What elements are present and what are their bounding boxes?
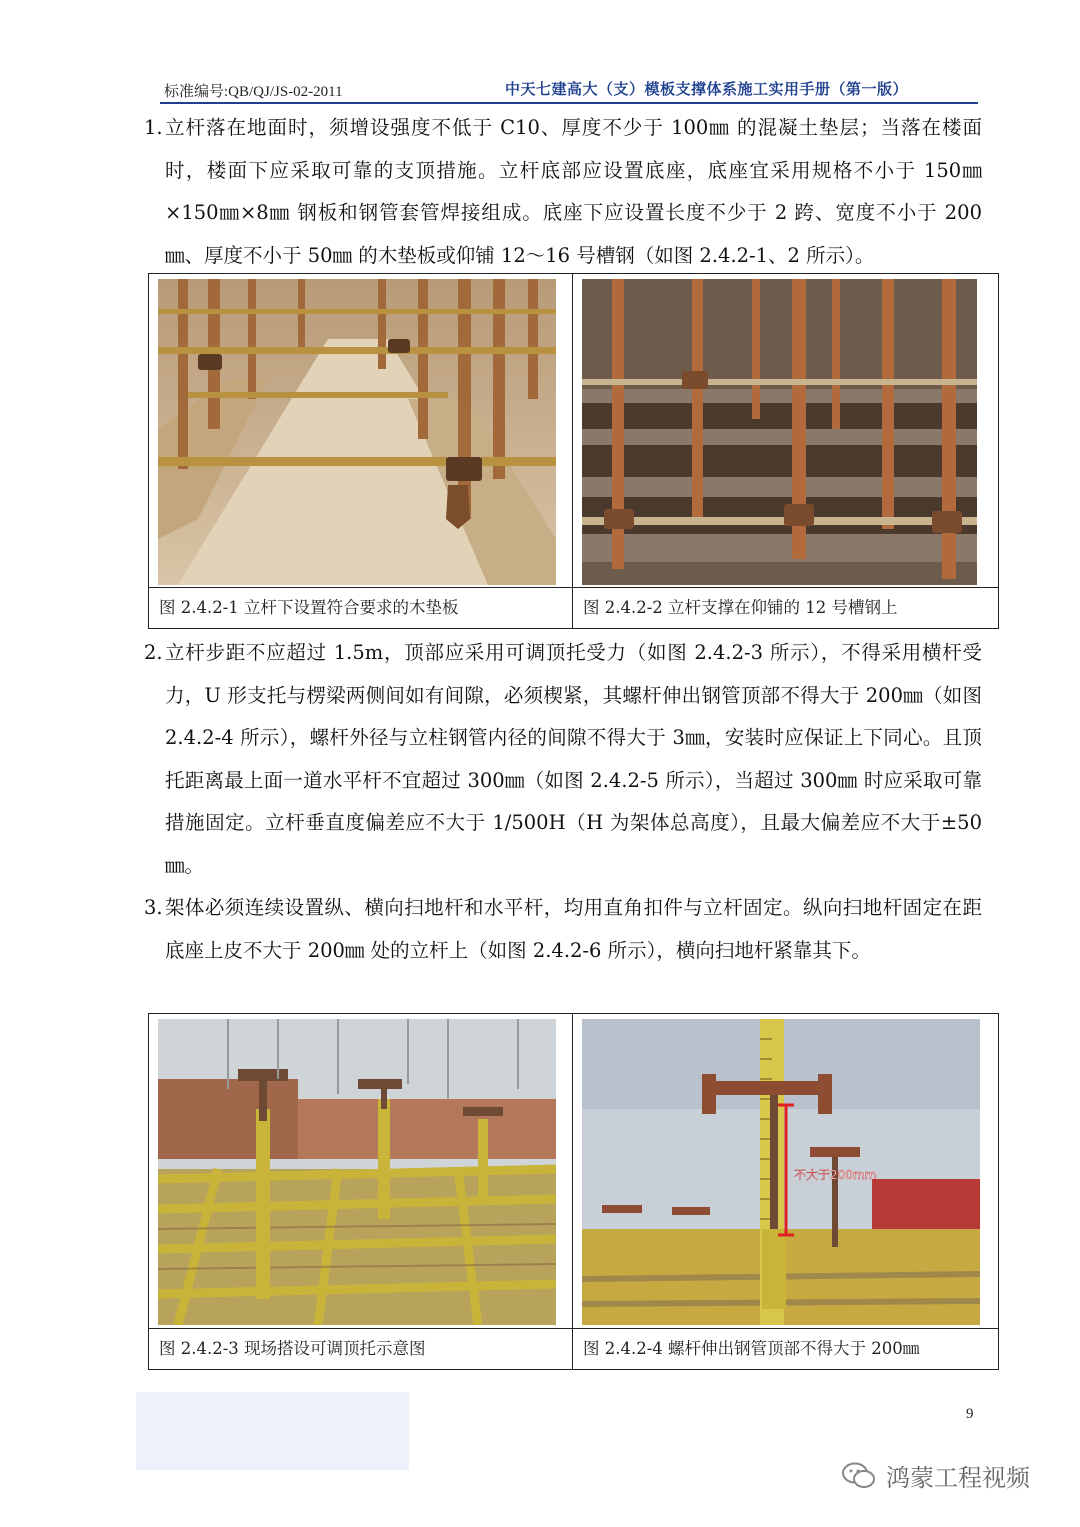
figure-caption: 图 2.4.2-3 现场搭设可调顶托示意图 [149,1329,573,1370]
figure-caption: 图 2.4.2-4 螺杆伸出钢管顶部不得大于 200㎜ [573,1329,999,1370]
paragraph-number: 2. [144,641,163,664]
dimension-annotation: 不大于200mm [794,1168,877,1182]
paragraph-text: 架体必须连续设置纵、横向扫地杆和水平杆，均用直角扣件与立杆固定。纵向扫地杆固定在距底座上皮不大于 200㎜ 处的立杆上（如图 2.4.2-6 所示），横向扫地杆紧靠其下。 [165,896,982,962]
paragraph-text: 立杆步距不应超过 1.5m，顶部应采用可调顶托受力（如图 2.4.2-3 所示），不得采用横杆受力，U 形支托与楞梁两侧间如有间隙，必须楔紧，其螺杆伸出钢管顶部不得大于 200㎜（如图 2.4.2-4 所示），螺杆外径与立柱钢管内径的间隙不得大于 3㎜，安装时应保证上下同心。且顶托距离最上面一道水平杆不宜超过 300㎜（如图 2.4.2-5 所示），当超过 300㎜ 时应采取可靠措施固定。立杆垂直度偏差应不大于 1/500H（H 为架体总高度），且最大偏差应不大于±50㎜。 [165,641,982,877]
paragraph-1 [144,107,982,277]
figure-table-2 [148,1013,999,1370]
paragraph-number: 3. [144,896,163,919]
photo-wood-pad [158,279,556,585]
photo-adjustable-jack [158,1019,556,1325]
watermark-text: 鸿蒙工程视频 [886,1464,1030,1492]
figure-caption: 图 2.4.2-1 立杆下设置符合要求的木垫板 [149,588,573,629]
photo-screw-200mm [582,1019,980,1325]
paragraph-text: 立杆落在地面时，须增设强度不低于 C10、厚度不少于 100㎜ 的混凝土垫层；当落在楼面时，楼面下应采取可靠的支顶措施。立杆底部应设置底座，底座宜采用规格不小于 150㎜×150㎜×8㎜ 钢板和钢管套管焊接组成。底座下应设置长度不少于 2 跨、宽度不小于 200㎜、厚度不小于 50㎜ 的木垫板或仰铺 12～16 号槽钢（如图 2.4.2-1、2 所示）。 [165,116,982,267]
photo-channel-steel [582,279,977,585]
watermark [842,1458,1030,1493]
header-divider [160,102,978,104]
paragraph-3 [144,887,982,972]
figure-table-1 [148,273,999,629]
standard-code: 标准编号:QB/QJ/JS-02-2011 [164,84,343,100]
manual-title: 中天七建高大（支）模板支撑体系施工实用手册（第一版） [505,80,909,98]
figure-caption: 图 2.4.2-2 立杆支撑在仰铺的 12 号槽钢上 [573,588,999,629]
paragraph-2 [144,632,982,887]
page-number: 9 [966,1406,974,1422]
paragraph-number: 1. [144,116,163,139]
wechat-logo-icon [842,1462,876,1490]
blank-blue-box [136,1392,409,1470]
